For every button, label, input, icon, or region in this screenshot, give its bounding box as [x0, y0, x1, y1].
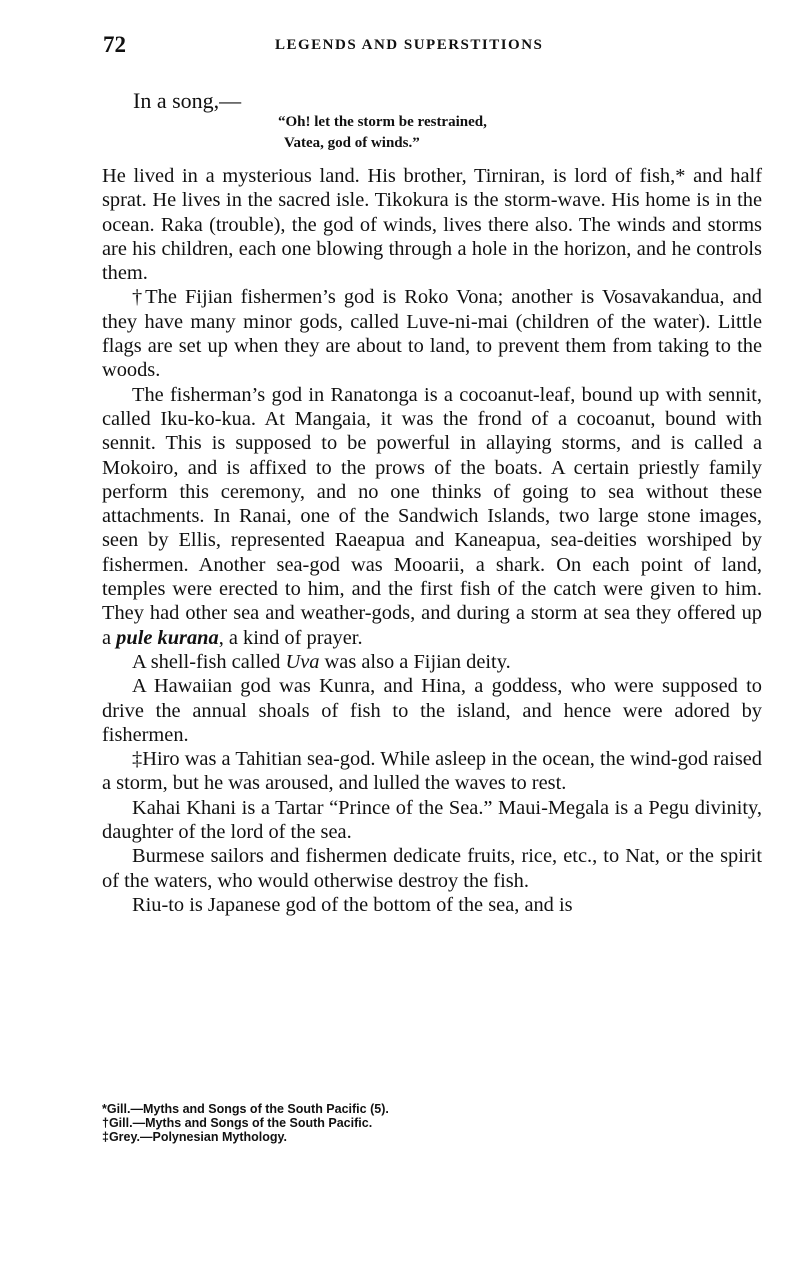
text-run: Burmese sailors and fishermen dedicate fruits, rice, etc., to Nat, or the spirit of the waters, who would otherwise destroy the fish.	[102, 845, 762, 892]
text-run: , a kind of prayer.	[218, 626, 363, 649]
paragraph	[102, 674, 762, 747]
text-run: ‡Hiro was a Tahitian sea-god. While asleep in the ocean, the wind-god raised a storm, but he was aroused, and lulled the waves to rest.	[102, 748, 762, 795]
text-run: A shell-fish called	[132, 650, 286, 673]
paragraph	[102, 796, 762, 845]
running-head: LEGENDS AND SUPERSTITIONS	[275, 37, 544, 53]
emphasis: pule kurana	[116, 626, 219, 649]
paragraph	[102, 383, 762, 650]
quote-line: Vatea, god of winds.”	[284, 135, 420, 151]
footnotes	[102, 1102, 389, 1144]
text-run: He lived in a mysterious land. His brother, Tirniran, is lord of fish,* and half sprat. He lives in the sacred isle. Tikokura is the storm-wave. His home is in the ocean. Raka (trouble), the god of winds, lives there also. The winds and storms are his children, each one blowing through a hole in the horizon, and he controls them.	[102, 165, 762, 285]
paragraph	[102, 285, 762, 382]
intro-line: In a song,—	[133, 88, 242, 113]
footnote: †Gill.—Myths and Songs of the South Pacific.	[102, 1116, 373, 1130]
song-quote	[278, 112, 487, 154]
paragraph	[102, 747, 762, 796]
footnote: *Gill.—Myths and Songs of the South Pacific (5).	[102, 1102, 389, 1116]
paragraph	[102, 844, 762, 893]
body-text	[102, 164, 762, 917]
quote-line: “Oh! let the storm be restrained,	[278, 114, 487, 130]
paragraph	[102, 893, 762, 917]
text-run: Riu-to is Japanese god of the bottom of the sea, and is	[132, 893, 573, 916]
paragraph	[102, 650, 762, 674]
page-header	[103, 32, 763, 62]
emphasis: Uva	[285, 650, 320, 673]
text-run: The fisherman’s god in Ranatonga is a cocoanut-leaf, bound up with sennit, called Iku-ko-kua. At Mangaia, it was the frond of a cocoanut, bound with sennit. This is supposed to be powerful in allaying storms, and is called a Mokoiro, and is affixed to the prows of the boats. A certain priestly family perform this ceremony, and no one thinks of going to sea without these attachments. In Ranai, one of the Sandwich Islands, two large stone images, seen by Ellis, represented Raeapua and Kaneapua, sea-deities worshiped by fishermen. Another sea-god was Mooarii, a shark. On each point of land, temples were erected to him, and the first fish of the catch were given to him. They had other sea and weather-gods, and during a storm at sea they offered up a	[102, 383, 762, 649]
text-run: was also a Fijian deity.	[319, 650, 511, 673]
text-run: A Hawaiian god was Kunra, and Hina, a goddess, who were supposed to drive the annual shoals of fish to the island, and hence were adored by fishermen.	[102, 675, 762, 746]
paragraph	[102, 164, 762, 285]
footnote: ‡Grey.—Polynesian Mythology.	[102, 1130, 287, 1144]
text-run: †The Fijian fishermen’s god is Roko Vona; another is Vosavakandua, and they have many minor gods, called Luve-ni-mai (children of the water). Little flags are set up when they are about to land, to prevent them from taking to the woods.	[102, 286, 762, 382]
text-run: Kahai Khani is a Tartar “Prince of the Sea.” Maui-Megala is a Pegu divinity, daughter of the lord of the sea.	[102, 796, 762, 844]
page-number: 72	[103, 32, 126, 57]
